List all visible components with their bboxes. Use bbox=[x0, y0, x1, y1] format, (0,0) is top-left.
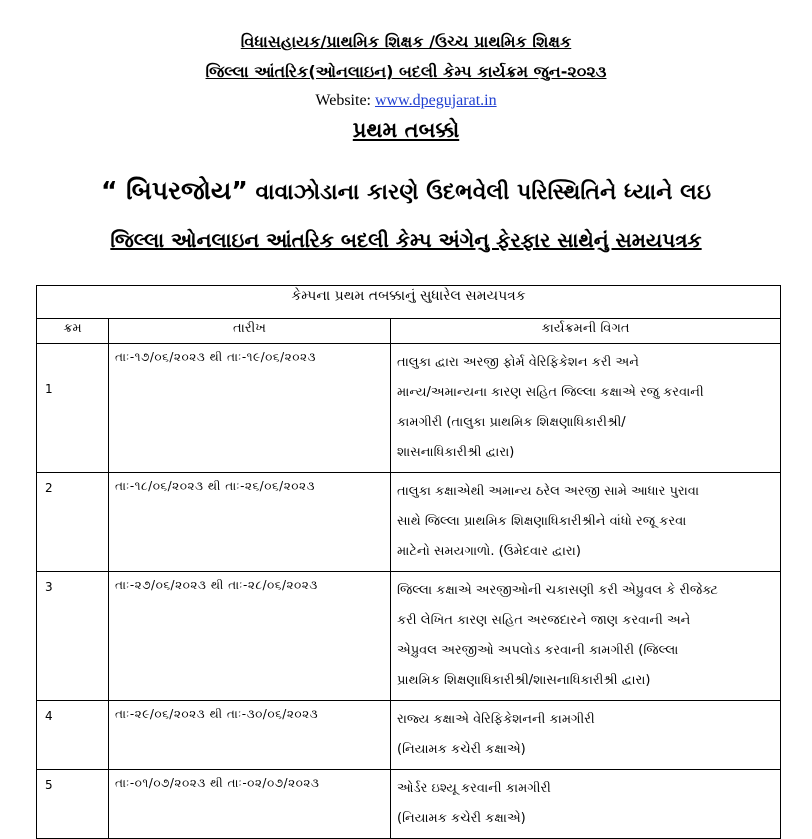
title-line-2: જિલ્લા આંતરિક(ઓનલાઇન) બદલી કેમ્પ કાર્યક્રમ જુન-૨૦૨૩ bbox=[205, 62, 607, 81]
row-details bbox=[391, 572, 781, 701]
detail-line: માટેનો સમયગાળો. (ઉમેદવાર દ્વારા) bbox=[397, 544, 581, 559]
detail-line: તાલુકા કક્ષાએથી અમાન્ય ઠરેલ અરજી સામે આધાર પુરાવા bbox=[397, 484, 700, 499]
row-number: 5 bbox=[37, 770, 109, 839]
detail-line: સાથે જિલ્લા પ્રાથમિક શિક્ષણાધિકારીશ્રીને વાંધો રજૂ કરવા bbox=[397, 514, 687, 529]
table-row bbox=[37, 473, 781, 572]
column-header-serial: ક્રમ bbox=[37, 319, 109, 344]
row-number: 4 bbox=[37, 701, 109, 770]
row-date: તાઃ-૨૯/૦૬/૨૦૨૩ થી તાઃ-૩૦/૦૬/૨૦૨૩ bbox=[109, 701, 391, 770]
detail-line: શાસનાધિકારીશ્રી દ્વારા) bbox=[397, 445, 515, 460]
column-header-date: તારીખ bbox=[109, 319, 391, 344]
table-row bbox=[37, 344, 781, 473]
detail-line: માન્ય/અમાન્યના કારણ સહિત જિલ્લા કક્ષાએ રજુ કરવાની bbox=[397, 385, 704, 400]
detail-line: જિલ્લા કક્ષાએ અરજીઓની ચકાસણી કરી એપ્રુવલ કે રીજેક્ટ bbox=[397, 583, 718, 598]
row-details bbox=[391, 701, 781, 770]
title-line-1: વિધાસહાયક/પ્રાથમિક શિક્ષક /ઉચ્ચ પ્રાથમિક શિક્ષક bbox=[240, 32, 572, 51]
schedule-table bbox=[36, 285, 781, 839]
detail-line: પ્રાથમિક શિક્ષણાધિકારીશ્રી/શાસનાધિકારીશ્રી દ્વારા) bbox=[397, 673, 651, 688]
detail-line: કરી લેખિત કારણ સહિત અરજદારને જાણ કરવાની અને bbox=[397, 613, 691, 628]
detail-line: (નિયામક કચેરી કક્ષાએ) bbox=[397, 811, 526, 826]
row-details bbox=[391, 473, 781, 572]
detail-line: તાલુકા દ્વારા અરજી ફોર્મ વેરિફિકેશન કરી અને bbox=[397, 355, 639, 370]
phase-heading: પ્રથમ તબક્કો bbox=[352, 118, 460, 142]
detail-line: એપ્રુવલ અરજીઓ અપલોડ કરવાની કામગીરી (જિલ્લા bbox=[397, 643, 679, 658]
detail-line: કામગીરી (તાલુકા પ્રાથમિક શિક્ષણાધિકારીશ્રી/ bbox=[397, 415, 626, 430]
row-details bbox=[391, 344, 781, 473]
row-date: તાઃ-૧૮/૦૬/૨૦૨૩ થી તાઃ-૨૬/૦૬/૨૦૨૩ bbox=[109, 473, 391, 572]
table-row bbox=[37, 701, 781, 770]
row-number: 2 bbox=[37, 473, 109, 572]
table-row bbox=[37, 770, 781, 839]
website-line bbox=[0, 92, 812, 110]
column-header-details: કાર્યક્રમની વિગત bbox=[391, 319, 781, 344]
table-row bbox=[37, 572, 781, 701]
cyclone-text: વાવાઝોડાના કારણે ઉદભવેલી પરિસ્થિતિને ધ્યાને લઇ bbox=[247, 180, 711, 205]
row-number: 1 bbox=[37, 344, 109, 473]
row-number: 3 bbox=[37, 572, 109, 701]
row-date: તાઃ-૨૭/૦૬/૨૦૨૩ થી તાઃ-૨૮/૦૬/૨૦૨૩ bbox=[109, 572, 391, 701]
row-date: તાઃ-૧૭/૦૬/૨૦૨૩ થી તાઃ-૧૯/૦૬/૨૦૨૩ bbox=[109, 344, 391, 473]
table-caption: કેમ્પના પ્રથમ તબક્કાનું સુધારેલ સમયપત્રક bbox=[37, 286, 781, 319]
schedule-subtitle: જિલ્લા ઓનલાઇન આંતરિક બદલી કેમ્પ અંગેનુ ફેરફાર સાથેનું સમયપત્રક bbox=[110, 228, 702, 252]
cyclone-name: “ બિપરજોય” bbox=[101, 176, 248, 205]
detail-line: ઓર્ડર ઇશ્યૂ કરવાની કામગીરી bbox=[397, 781, 551, 796]
cyclone-heading bbox=[0, 176, 812, 206]
row-date: તાઃ-૦૧/૦૭/૨૦૨૩ થી તાઃ-૦૨/૦૭/૨૦૨૩ bbox=[109, 770, 391, 839]
row-details bbox=[391, 770, 781, 839]
detail-line: (નિયામક કચેરી કક્ષાએ) bbox=[397, 742, 526, 757]
website-link[interactable]: www.dpegujarat.in bbox=[375, 92, 497, 109]
website-label: Website: bbox=[315, 92, 375, 109]
detail-line: રાજ્ય કક્ષાએ વેરિફિકેશનની કામગીરી bbox=[397, 712, 595, 727]
